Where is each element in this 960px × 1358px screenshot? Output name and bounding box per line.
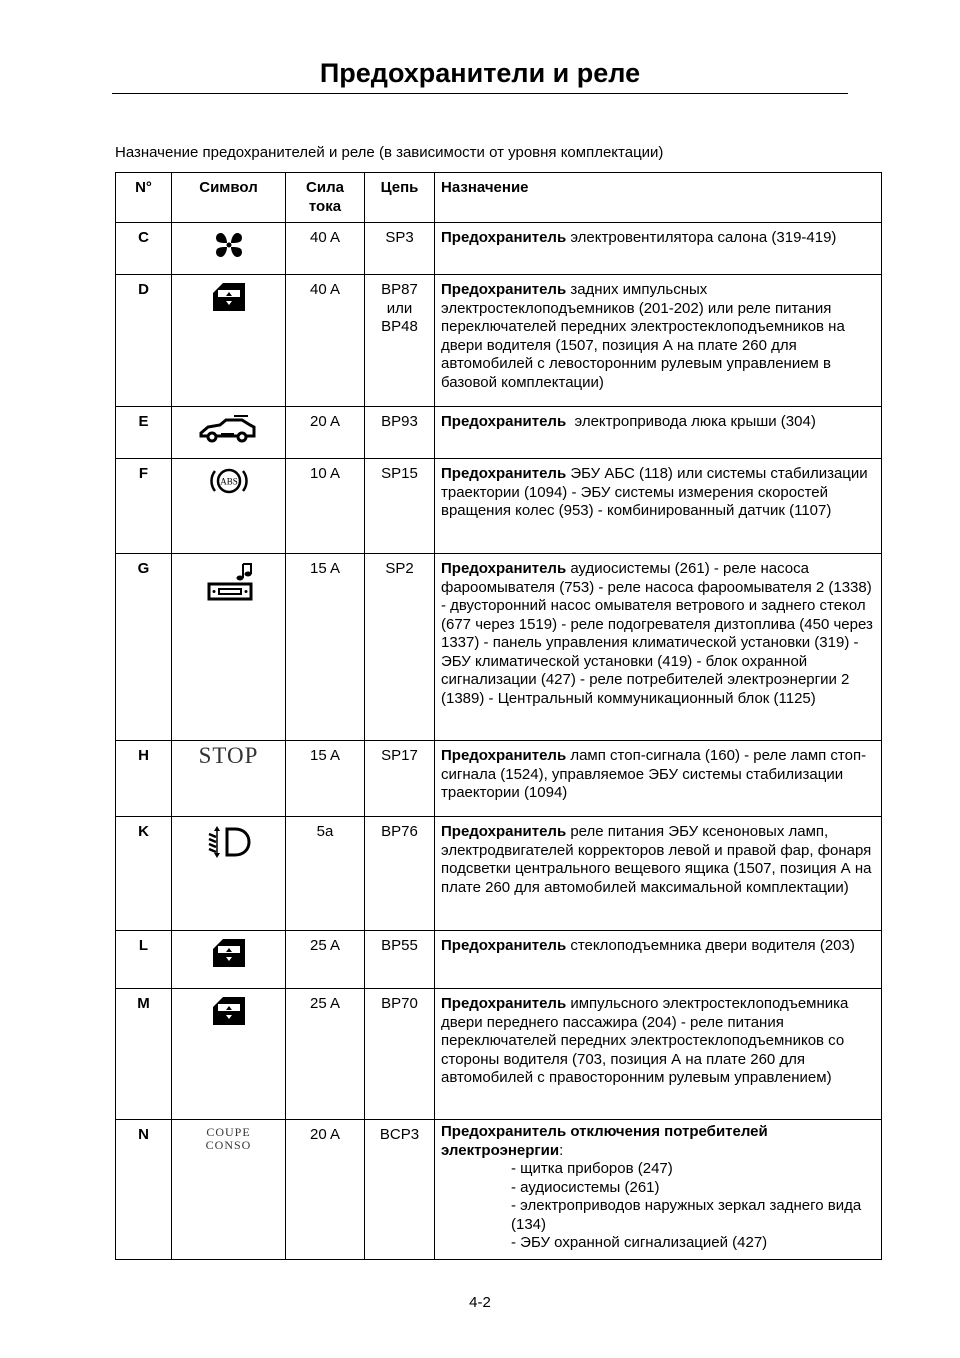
fuse-id: N <box>116 1120 172 1260</box>
fuse-symbol <box>172 817 286 931</box>
purpose-text: реле питания ЭБУ ксеноновых ламп, электродвигателей корректоров левой и правой фар, фонаря подсветки центрального вещевого ящика (1507, позиция А на плате 260 для автомобилей максимальной комплектации) <box>441 823 872 896</box>
purpose-text: электропривода люка крыши (304) <box>566 413 816 430</box>
fuse-current: 40 A <box>286 223 365 275</box>
fuse-id: L <box>116 931 172 989</box>
header-symbol: Символ <box>172 173 286 223</box>
fuse-current: 15 A <box>286 554 365 741</box>
fuse-id: F <box>116 459 172 554</box>
purpose-text: электровентилятора салона (319-419) <box>566 229 837 246</box>
fuse-purpose <box>435 554 882 741</box>
purpose-lead: Предохранитель отключения потребителей электроэнергии <box>441 1123 768 1159</box>
power-window-icon <box>209 995 249 1027</box>
fuse-symbol <box>172 741 286 817</box>
table-row <box>116 407 882 459</box>
fuse-current: 25 A <box>286 931 365 989</box>
purpose-text: аудиосистемы (261) - реле насоса фароомывателя (753) - реле насоса фароомывателя 2 (1338) - двусторонний насос омывателя ветрового и заднего стекол (677 через 1519) - реле подогревателя дизтоплива (450 через 1337) - панель управления климатической установки (319) - ЭБУ климатической установки (419) - блок охранной сигнализации (427) - реле потребителей электроэнергии 2 (1389) - Центральный коммуникационный блок (1125) <box>441 560 873 707</box>
fuse-circuit: BP76 <box>365 817 435 931</box>
fuse-id: C <box>116 223 172 275</box>
fuse-current: 20 A <box>286 407 365 459</box>
fuse-id: G <box>116 554 172 741</box>
purpose-lead: Предохранитель <box>441 413 567 430</box>
table-row <box>116 817 882 931</box>
fuse-purpose <box>435 459 882 554</box>
table-row <box>116 1120 882 1260</box>
purpose-lead: Предохранитель <box>441 995 567 1012</box>
fuse-circuit: BP55 <box>365 931 435 989</box>
fuse-purpose <box>435 223 882 275</box>
header-circuit: Цепь <box>365 173 435 223</box>
fuse-current: 10 A <box>286 459 365 554</box>
purpose-lead: Предохранитель <box>441 823 567 840</box>
fuse-symbol <box>172 554 286 741</box>
radio-icon <box>201 560 257 604</box>
fuse-purpose <box>435 817 882 931</box>
purpose-lead: Предохранитель <box>441 229 567 246</box>
fuse-id: D <box>116 275 172 407</box>
fuse-circuit: SP2 <box>365 554 435 741</box>
fuse-circuit: SP17 <box>365 741 435 817</box>
fuse-circuit: BP93 <box>365 407 435 459</box>
fuse-id: H <box>116 741 172 817</box>
purpose-lead: Предохранитель <box>441 465 567 482</box>
fan-icon <box>213 229 245 261</box>
header-current: Сила тока <box>286 173 365 223</box>
purpose-text: ЭБУ АБС (118) или системы стабилизации траектории (1094) - ЭБУ системы измерения скоростей вращения колес (953) - комбинированный датчик (1107) <box>441 465 868 519</box>
fuse-symbol <box>172 407 286 459</box>
purpose-text: импульсного электростеклоподъемника двери переднего пассажира (204) - реле питания переключателей передних электростеклоподъемников со стороны водителя (703, позиция А на плате 260 для автомобилей с правосторонним рулевым управлением) <box>441 995 849 1086</box>
fuse-purpose <box>435 989 882 1120</box>
fuse-current: 5a <box>286 817 365 931</box>
page-number: 4-2 <box>469 1294 491 1311</box>
fuse-purpose <box>435 275 882 407</box>
sunroof-icon <box>198 413 260 445</box>
list-item: - ЭБУ охранной сигнализацией (427) <box>511 1234 768 1251</box>
coupe-label: COUPE <box>206 1125 251 1139</box>
fuse-current: 20 A <box>286 1120 365 1260</box>
power-window-icon <box>209 281 249 313</box>
fuse-id: E <box>116 407 172 459</box>
table-row <box>116 223 882 275</box>
fuse-symbol <box>172 275 286 407</box>
fuse-circuit: SP15 <box>365 459 435 554</box>
page-title: Предохранители и реле <box>319 58 641 88</box>
fuse-table <box>115 172 882 1260</box>
list-item: - аудиосистемы (261) <box>511 1178 660 1196</box>
fuse-current: 40 A <box>286 275 365 407</box>
table-row <box>116 741 882 817</box>
conso-label: CONSO <box>205 1138 252 1152</box>
fuse-circuit: BCP3 <box>365 1120 435 1260</box>
title-divider <box>112 93 848 94</box>
abs-label: ABS <box>219 476 238 487</box>
fuse-symbol <box>172 1120 286 1260</box>
table-row <box>116 275 882 407</box>
table-caption: Назначение предохранителей и реле (в зависимости от уровня комплектации) <box>115 144 664 161</box>
table-row <box>116 554 882 741</box>
headlamp-leveling-icon <box>204 823 254 861</box>
fuse-id: M <box>116 989 172 1120</box>
purpose-lead: Предохранитель <box>441 281 567 298</box>
stop-text-symbol: STOP <box>198 743 259 768</box>
fuse-symbol <box>172 223 286 275</box>
table-header-row <box>116 173 882 223</box>
fuse-purpose <box>435 931 882 989</box>
fuse-symbol <box>172 989 286 1120</box>
fuse-circuit: SP3 <box>365 223 435 275</box>
coupe-conso-symbol <box>206 1126 252 1152</box>
fuse-current: 25 A <box>286 989 365 1120</box>
list-item: - щитка приборов (247) <box>511 1160 673 1177</box>
fuse-purpose <box>435 407 882 459</box>
fuse-circuit: BP70 <box>365 989 435 1120</box>
header-purpose: Назначение <box>435 173 882 223</box>
purpose-text: : <box>559 1141 564 1159</box>
fuse-id: K <box>116 817 172 931</box>
purpose-text: задних импульсных электростеклоподъемников (201-202) или реле питания переключателей передних электростеклоподъемников на двери водителя (1507, позиция А на плате 260 для автомобилей с левосторонним рулевым управлением в базовой комплектации) <box>441 281 845 391</box>
purpose-lead: Предохранитель <box>441 937 567 954</box>
fuse-purpose <box>435 1120 882 1260</box>
table-row <box>116 989 882 1120</box>
list-item: - электроприводов наружных зеркал заднего вида (134) <box>511 1197 862 1233</box>
table-row <box>116 931 882 989</box>
fuse-symbol <box>172 459 286 554</box>
table-row <box>116 459 882 554</box>
fuse-current: 15 A <box>286 741 365 817</box>
fuse-circuit: BP87 или BP48 <box>365 275 435 407</box>
purpose-text: стеклоподъемника двери водителя (203) <box>566 937 855 954</box>
abs-icon <box>209 465 249 497</box>
purpose-lead: Предохранитель <box>441 560 567 577</box>
power-window-icon <box>209 937 249 969</box>
purpose-lead: Предохранитель <box>441 747 567 764</box>
purpose-text: ламп стоп-сигнала (160) - реле ламп стоп-сигнала (1524), управляемое ЭБУ системы стабилизации траектории (1094) <box>441 747 867 801</box>
fuse-purpose <box>435 741 882 817</box>
header-num: N° <box>116 173 172 223</box>
fuse-symbol <box>172 931 286 989</box>
